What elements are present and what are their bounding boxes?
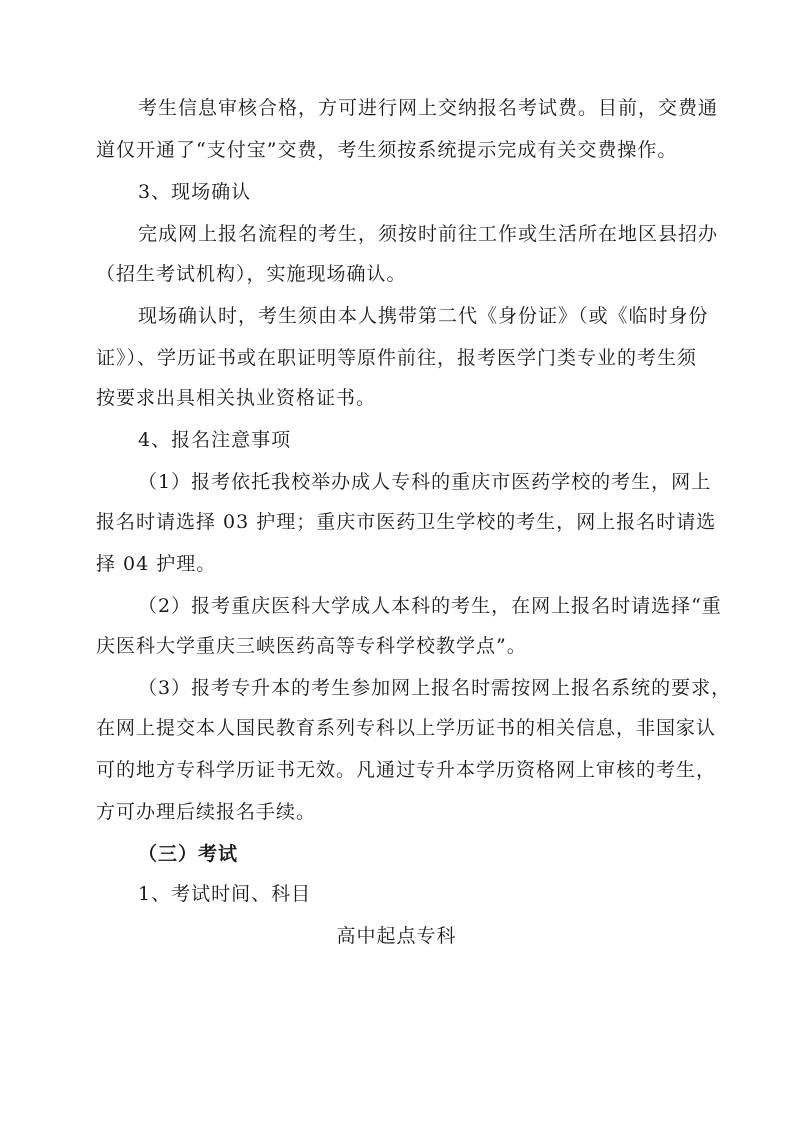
- paragraph-line: （1）报考依托我校举办成人专科的重庆市医药学校的考生，网上: [138, 471, 712, 493]
- paragraph-line: （招生考试机构），实施现场确认。: [96, 263, 407, 285]
- paragraph-line: 在网上提交本人国民教育系列专科以上学历证书的相关信息，非国家认: [96, 717, 717, 739]
- paragraph-line: 报名时请选择 03 护理；重庆市医药卫生学校的考生，网上报名时请选: [96, 511, 717, 533]
- section-title-exam: （三）考试: [138, 843, 239, 865]
- table-caption: 高中起点专科: [336, 925, 457, 947]
- subsection-heading: 1、考试时间、科目: [138, 883, 312, 905]
- paragraph-line: 按要求出具相关执业资格证书。: [96, 387, 377, 409]
- section-heading: 3、现场确认: [138, 181, 252, 203]
- section-heading: 4、报名注意事项: [138, 429, 292, 451]
- paragraph-line: 庆医科大学重庆三峡医药高等专科学校教学点”。: [96, 635, 527, 657]
- paragraph-line: 考生信息审核合格，方可进行网上交纳报名考试费。目前，交费通: [138, 97, 719, 119]
- paragraph-line: 方可办理后续报名手续。: [96, 801, 317, 823]
- paragraph-line: （3）报考专升本的考生参加网上报名时需按网上报名系统的要求，: [138, 677, 732, 699]
- paragraph-line: （2）报考重庆医科大学成人本科的考生，在网上报名时请选择“重: [138, 595, 722, 617]
- paragraph-line: 可的地方专科学历证书无效。凡通过专升本学历资格网上审核的考生，: [96, 759, 717, 781]
- paragraph-line: 择 04 护理。: [96, 553, 217, 575]
- paragraph-line: 现场确认时，考生须由本人携带第二代《身份证》（或《临时身份: [138, 305, 709, 327]
- paragraph-line: 完成网上报名流程的考生，须按时前往工作或生活所在地区县招办: [138, 223, 719, 245]
- paragraph-line: 道仅开通了“支付宝”交费，考生须按系统提示完成有关交费操作。: [96, 139, 678, 161]
- paragraph-line: 证》）、学历证书或在职证明等原件前往，报考医学门类专业的考生须: [96, 347, 698, 369]
